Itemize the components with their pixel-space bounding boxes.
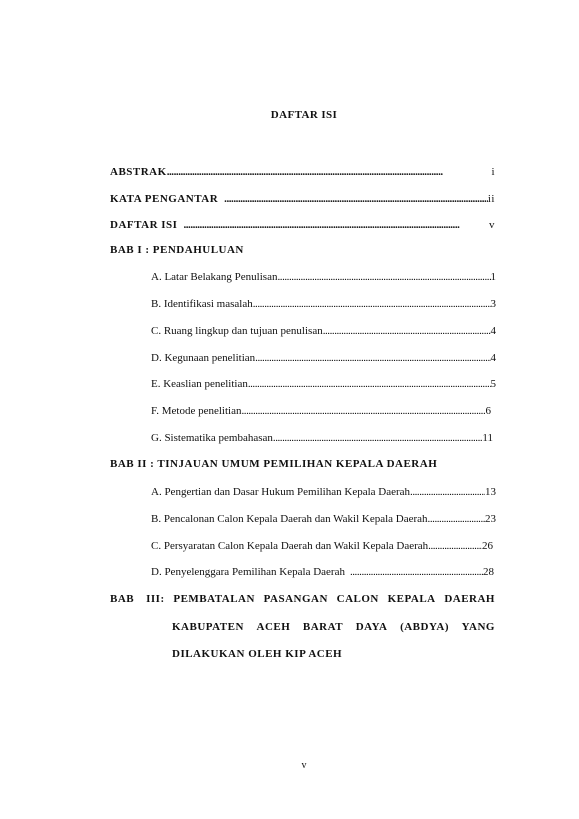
toc-entry-page: ii (487, 193, 495, 205)
toc-entry-page: 5 (490, 378, 496, 390)
toc-entry-page: i (491, 166, 495, 178)
toc-entry-page: 13 (485, 486, 496, 498)
toc-entry (151, 485, 496, 499)
bab3-word: KEPALA (387, 593, 436, 605)
toc-entry-label: A. Latar Belakang Penulisan (151, 271, 278, 283)
toc-entry (151, 351, 496, 365)
toc-entry-kata-pengantar (110, 192, 495, 206)
toc-entry (151, 539, 493, 553)
toc-entry (151, 404, 491, 418)
toc-entry-label: C. Persyaratan Calon Kepala Daerah dan Wakil Kepala Daerah (151, 540, 429, 552)
dot-leader (183, 218, 489, 232)
page-number: v (301, 760, 307, 771)
toc-entry (151, 377, 496, 391)
toc-entry-label: C. Ruang lingkup dan tujuan penulisan (151, 325, 323, 337)
toc-entry-daftar-isi (110, 218, 495, 232)
toc-entry-label: A. Pengertian dan Dasar Hukum Pemilihan Kepala Daerah (151, 486, 411, 498)
toc-entry-page: 11 (482, 432, 493, 444)
toc-entry-page: 1 (490, 271, 496, 283)
chapter-heading-bab1: BAB I : PENDAHULUAN (110, 244, 244, 256)
bab3-word: PASANGAN (263, 593, 328, 605)
bab3-word: III: (146, 593, 165, 605)
dot-leader (241, 404, 485, 418)
toc-entry-label: ABSTRAK (110, 166, 167, 178)
bab3-word: DAYA (355, 621, 388, 633)
dot-leader (224, 192, 488, 206)
toc-entry-label: E. Keaslian penelitian (151, 378, 248, 390)
dot-leader (323, 324, 491, 338)
dot-leader (248, 377, 491, 391)
bab3-word: KABUPATEN (172, 621, 244, 633)
toc-entry-page: 6 (485, 405, 491, 417)
dot-leader (167, 165, 492, 179)
toc-entry-page: 28 (483, 566, 494, 578)
toc-entry-page: 26 (482, 540, 493, 552)
dot-leader (410, 485, 485, 499)
bab3-word: DAERAH (444, 593, 495, 605)
toc-entry-abstrak (110, 165, 495, 179)
toc-entry-label: G. Sistematika pembahasan (151, 432, 273, 444)
bab3-word: (ABDYA) (400, 621, 449, 633)
dot-leader (253, 297, 491, 311)
toc-entry-page: 3 (490, 298, 496, 310)
toc-entry-label: F. Metode penelitian (151, 405, 242, 417)
bab3-line-3 (172, 648, 342, 660)
bab3-word: YANG (461, 621, 495, 633)
toc-entry (151, 431, 493, 445)
page-title: DAFTAR ISI (270, 109, 338, 121)
chapter-heading-bab2: BAB II : TINJAUAN UMUM PEMILIHAN KEPALA DAERAH (110, 458, 438, 470)
dot-leader (255, 351, 490, 365)
toc-entry-label: D. Penyelenggara Pemilihan Kepala Daerah (151, 566, 345, 578)
toc-entry (151, 270, 496, 284)
toc-entry (151, 297, 496, 311)
toc-entry-label: B. Identifikasi masalah (151, 298, 253, 310)
toc-entry-page: 4 (490, 352, 496, 364)
bab3-word: ACEH (256, 621, 291, 633)
toc-entry-page: v (489, 219, 495, 231)
bab3-line-2 (172, 621, 495, 633)
toc-entry-label: DAFTAR ISI (110, 219, 178, 231)
dot-leader (428, 539, 482, 553)
toc-entry-page: 4 (490, 325, 496, 337)
dot-leader (428, 512, 485, 526)
toc-entry-page: 23 (485, 513, 496, 525)
dot-leader (273, 431, 483, 445)
toc-entry (151, 565, 494, 579)
bab3-word: PEMBATALAN (173, 593, 255, 605)
dot-leader (277, 270, 490, 284)
bab3-word: BARAT (302, 621, 344, 633)
bab3-word: BAB (110, 593, 135, 605)
dot-leader (350, 565, 483, 579)
toc-entry (151, 512, 496, 526)
bab3-word: CALON (336, 593, 379, 605)
toc-entry-label: KATA PENGANTAR (110, 193, 219, 205)
bab3-word: DILAKUKAN OLEH KIP ACEH (172, 648, 343, 660)
bab3-line-1 (110, 593, 495, 605)
toc-entry-label: B. Pencalonan Calon Kepala Daerah dan Wakil Kepala Daerah (151, 513, 428, 525)
toc-entry (151, 324, 496, 338)
toc-entry-label: D. Kegunaan penelitian (151, 352, 256, 364)
